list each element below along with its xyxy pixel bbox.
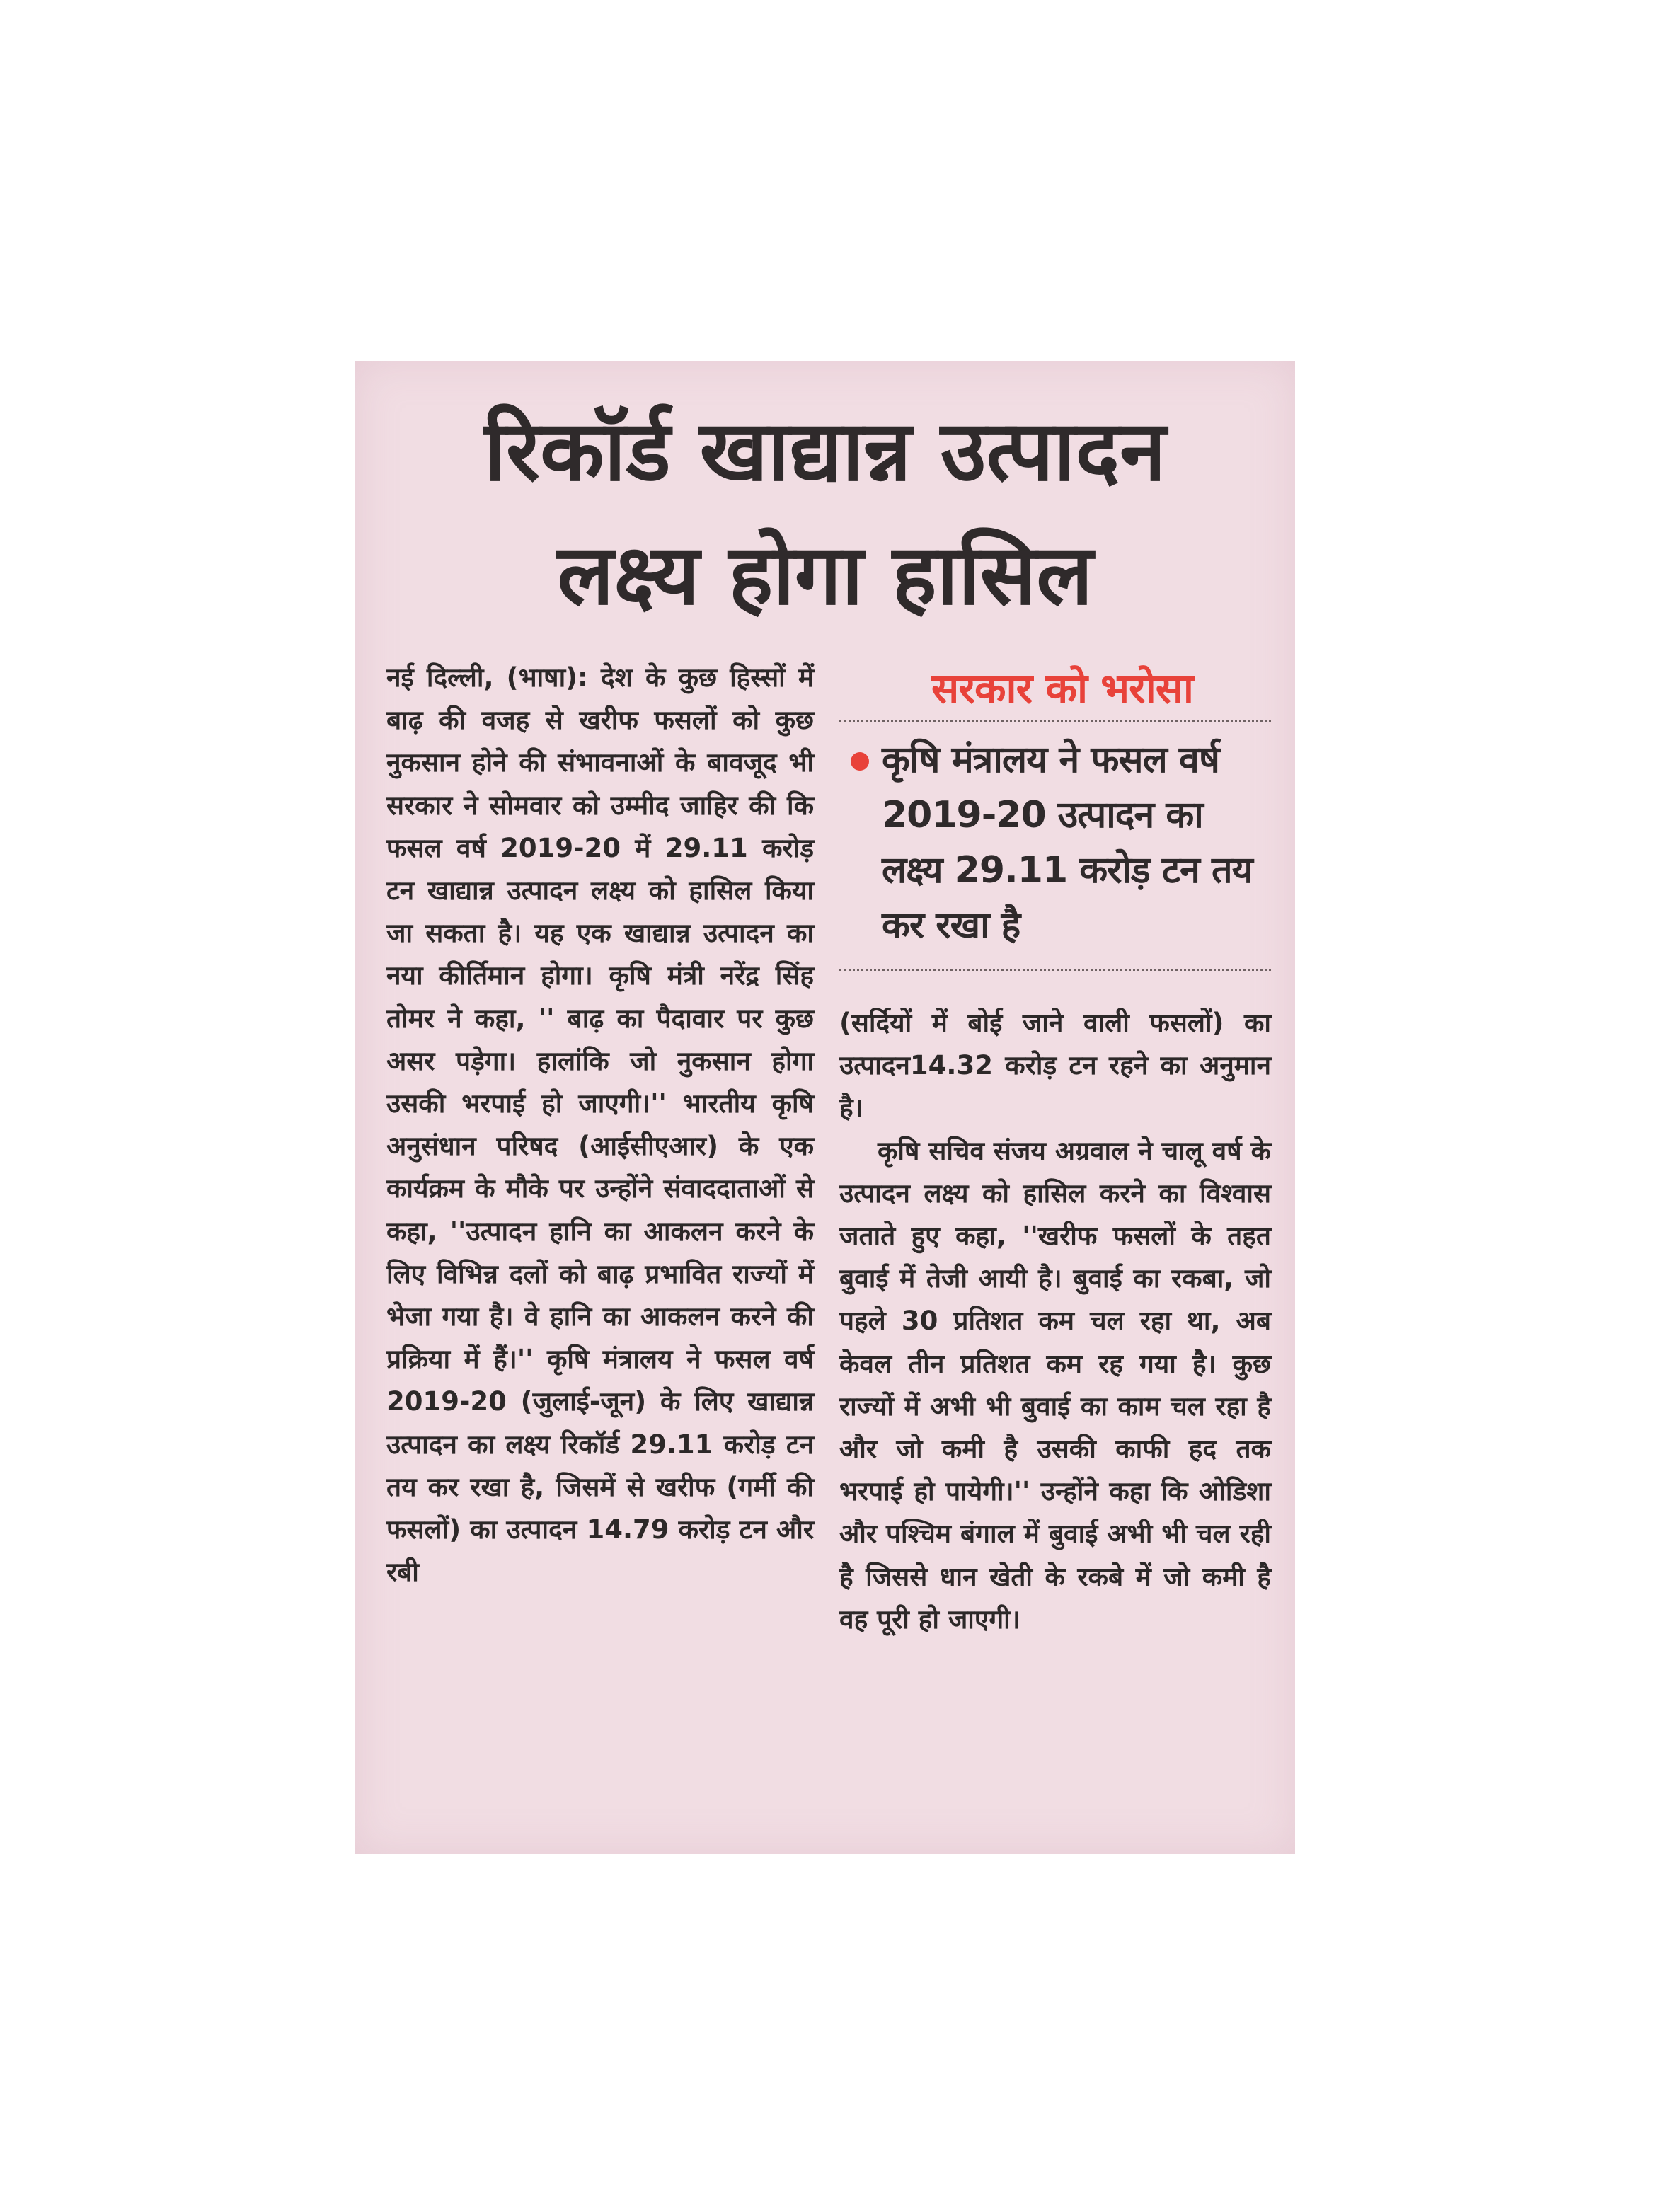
right-paragraph-1: (सर्दियों में बोई जाने वाली फसलों) का उत्पादन14.32 करोड़ टन रहने का अनुमान है। xyxy=(839,1008,1271,1124)
box-title: सरकार को भरोसा xyxy=(931,664,1193,713)
left-column-paragraph xyxy=(386,657,814,1594)
right-paragraph-2: कृषि सचिव संजय अग्रवाल ने चालू वर्ष के उत्पादन लक्ष्य को हासिल करने का विश्वास जताते हुए कहा, ''खरीफ फसलों के तहत बुवाई में तेजी आयी है। बुवाई का रकबा, जो पहले 30 प्रतिशत कम चल रहा था, अब केवल तीन प्रतिशत कम रह गया है। कुछ राज्यों में अभी भी बुवाई का काम चल रहा है और जो कमी है उसकी काफी हद तक भरपाई हो पायेगी।'' उन्होंने कहा कि ओडिशा और पश्चिम बंगाल में बुवाई अभी भी चल रही है जिससे धान खेती के रकबे में जो कमी है वह पूरी हो जाएगी। xyxy=(839,1135,1271,1635)
bullet-icon xyxy=(851,752,869,771)
headline xyxy=(355,389,1295,637)
newspaper-clipping xyxy=(355,361,1295,1854)
highlight-box xyxy=(839,657,1271,971)
left-column-text: देश के कुछ हिस्सों में बाढ़ की वजह से खरीफ फसलों को कुछ नुकसान होने की संभावनाओं के बावजूद भी सरकार ने सोमवार को उम्मीद जाहिर की कि फसल वर्ष 2019-20 में 29.11 करोड़ टन खाद्यान्न उत्पादन लक्ष्य को हासिल किया जा सकता है। यह एक खाद्यान्न उत्पादन का नया कीर्तिमान होगा। कृषि मंत्री नरेंद्र सिंह तोमर ने कहा, '' बाढ़ का पैदावार पर कुछ असर पड़ेगा। हालांकि जो नुकसान होगा उसकी भरपाई हो जाएगी।'' भारतीय कृषि अनुसंधान परिषद (आईसीएआर) के एक कार्यक्रम के मौके पर उन्होंने संवाददाताओं से कहा, ''उत्पादन हानि का आकलन करने के लिए विभिन्न दलों को बाढ़ प्रभावित राज्यों में भेजा गया है। वे हानि का आकलन करने की प्रक्रिया में हैं।'' कृषि मंत्रालय ने फसल वर्ष 2019-20 (जुलाई-जून) के लिए खाद्यान्न उत्पादन का लक्ष्य रिकॉर्ड 29.11 करोड़ टन तय कर रखा है, जिसमें से खरीफ (गर्मी की फसलों) का उत्पादन 14.79 करोड़ टन और रबी xyxy=(386,662,814,1588)
headline-line-2: लक्ष्य होगा हासिल xyxy=(557,526,1093,623)
headline-line-1: रिकॉर्ड खाद्यान्न उत्पादन xyxy=(484,402,1166,500)
highlight-text: कृषि मंत्रालय ने फसल वर्ष 2019-20 उत्पादन का लक्ष्य 29.11 करोड़ टन तय कर रखा है xyxy=(882,739,1253,947)
dateline: नई दिल्ली, (भाषा): xyxy=(386,662,588,693)
left-column xyxy=(386,657,814,1594)
right-column xyxy=(839,657,1271,1641)
highlight-quote xyxy=(839,722,1271,969)
